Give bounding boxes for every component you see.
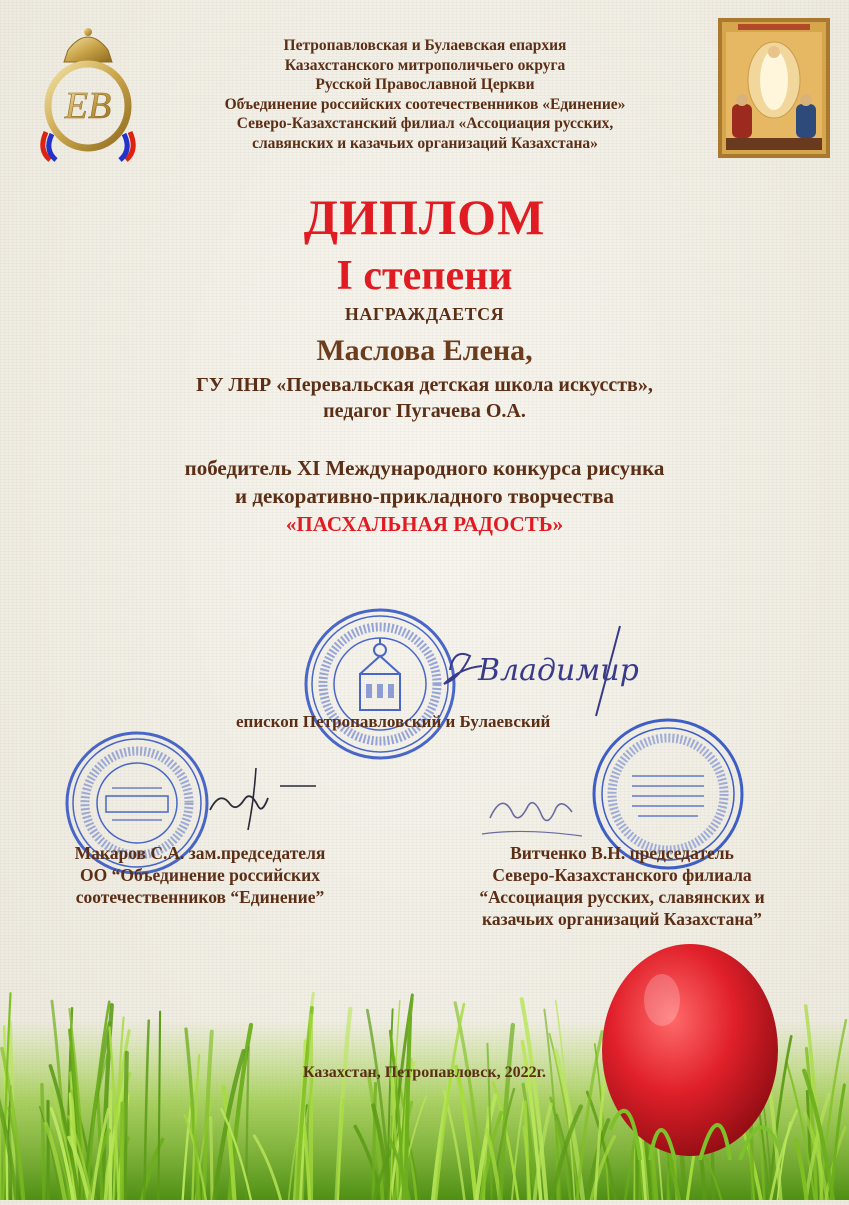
header-line: Русской Православной Церкви bbox=[160, 75, 690, 95]
grass-blade bbox=[211, 1118, 212, 1200]
header-line: Северо-Казахстанский филиал «Ассоциация русских, bbox=[160, 114, 690, 134]
awarded-label: НАГРАЖДАЕТСЯ bbox=[0, 304, 849, 325]
right-signatory-line: Витченко В.Н. председатель bbox=[432, 842, 812, 864]
left-signatory-line: соотечественников “Единение” bbox=[28, 886, 372, 908]
recipient-name: Маслова Елена, bbox=[0, 334, 849, 368]
winner-line: победитель XI Международного конкурса рисунка bbox=[0, 454, 849, 482]
header-line: Казахстанского митрополичьего округа bbox=[160, 56, 690, 76]
right-signatory-line: казачьих организаций Казахстана” bbox=[432, 908, 812, 930]
red-easter-egg bbox=[590, 930, 790, 1160]
recipient-details bbox=[0, 372, 849, 424]
winner-line: и декоративно-прикладного творчества bbox=[0, 482, 849, 510]
grass-blade bbox=[42, 1085, 44, 1200]
place-and-year: Казахстан, Петропавловск, 2022г. bbox=[0, 1064, 849, 1082]
header-line: славянских и казачьих организаций Казахстана» bbox=[160, 134, 690, 154]
vitchenko-signature bbox=[472, 778, 592, 848]
right-signatory bbox=[432, 842, 812, 930]
makarov-signature bbox=[170, 760, 320, 850]
resurrection-icon-image bbox=[718, 18, 830, 158]
left-signatory bbox=[28, 842, 372, 908]
teacher-name: педагог Пугачева О.А. bbox=[0, 398, 849, 424]
header-line: Объединение российских соотечественников «Единение» bbox=[160, 95, 690, 115]
bishop-signature-text: Владимир bbox=[477, 653, 639, 688]
diploma-degree: I степени bbox=[0, 252, 849, 300]
winner-text bbox=[0, 454, 849, 510]
diploma-title: ДИПЛОМ bbox=[0, 188, 849, 246]
diocese-logo bbox=[28, 22, 148, 162]
bishop-caption: епископ Петропавловский и Булаевский bbox=[236, 712, 550, 732]
left-signatory-line: Макаров С.А. зам.председателя bbox=[28, 842, 372, 864]
grass-blade bbox=[122, 1104, 123, 1200]
organization-header bbox=[160, 36, 690, 153]
left-signatory-line: ОО “Объединение российских bbox=[28, 864, 372, 886]
school-name: ГУ ЛНР «Перевальская детская школа искусств», bbox=[0, 372, 849, 398]
right-signatory-line: “Ассоциация русских, славянских и bbox=[432, 886, 812, 908]
logo-monogram: ЕВ bbox=[64, 85, 111, 127]
right-signatory-line: Северо-Казахстанского филиала bbox=[432, 864, 812, 886]
header-line: Петропавловская и Булаевская епархия bbox=[160, 36, 690, 56]
contest-name: «ПАСХАЛЬНАЯ РАДОСТЬ» bbox=[0, 512, 849, 537]
